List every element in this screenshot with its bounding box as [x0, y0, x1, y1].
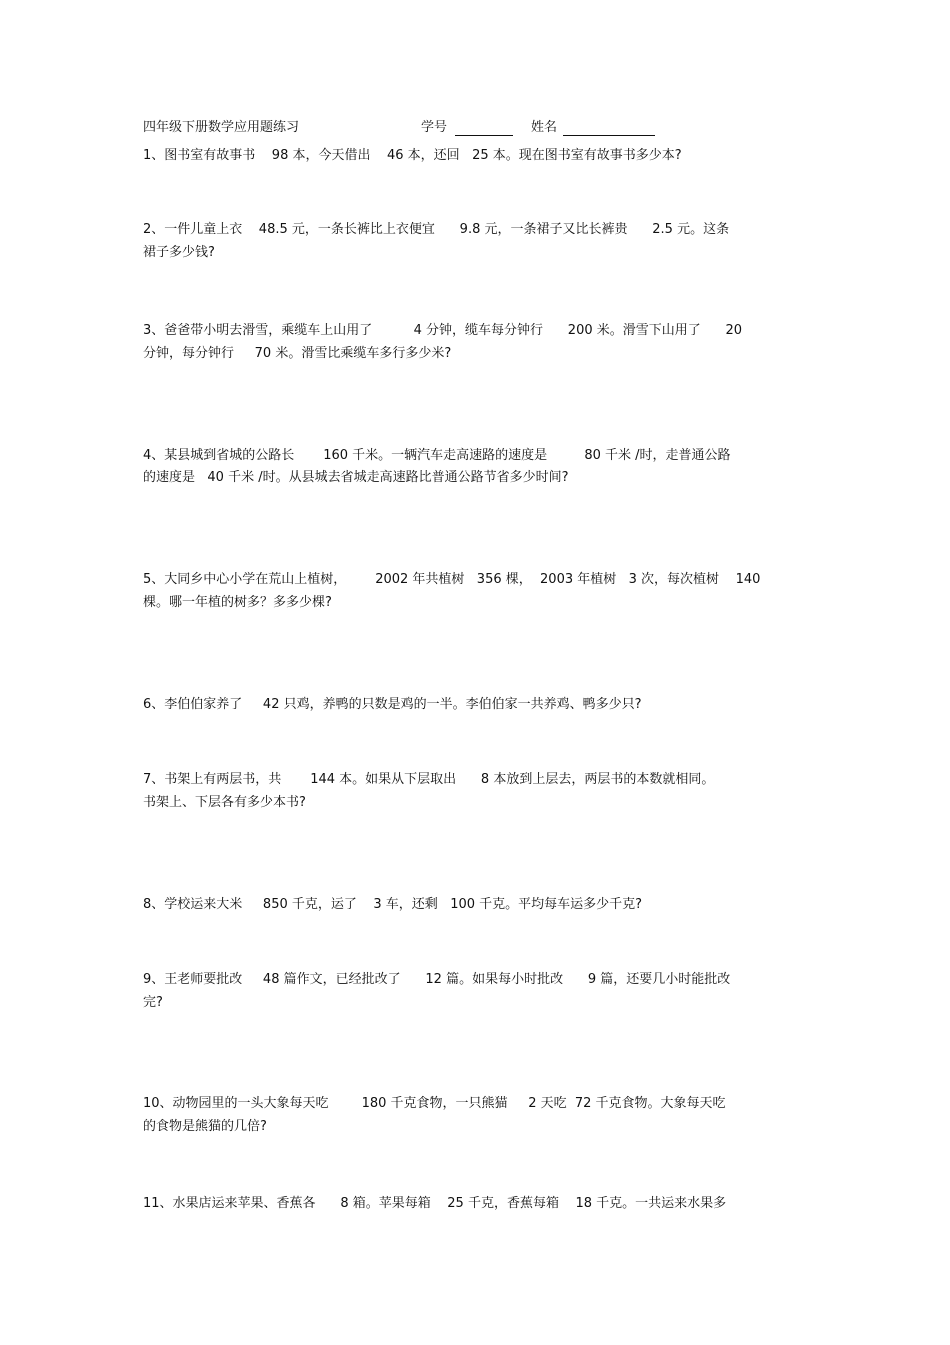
problem-5-line-2: 棵。哪一年植的树多？多多少棵?	[143, 595, 332, 610]
problem-4-line-1: 4、某县城到省城的公路长 160 千米。一辆汽车走高速路的速度是 80 千米 /时，走普通公路	[143, 448, 731, 463]
problem-4-line-2: 的速度是 40 千米 /时。从县城去省城走高速路比普通公路节省多少时间?	[143, 470, 569, 485]
problem-10-line-2: 的食物是熊猫的几倍?	[143, 1119, 267, 1134]
problem-2-line-2: 裙子多少钱?	[143, 245, 215, 260]
problem-2-line-1: 2、一件儿童上衣 48.5 元，一条长裤比上衣便宜 9.8 元，一条裙子又比长裤贵 2.5 元。这条	[143, 222, 730, 237]
problem-7-line-1: 7、书架上有两层书，共 144 本。如果从下层取出 8 本放到上层去，两层书的本数就相同。	[143, 772, 715, 787]
problem-9-line-2: 完?	[143, 995, 163, 1010]
problem-10-line-1: 10、动物园里的一头大象每天吃 180 千克食物，一只熊猫 2 天吃 72 千克食物。大象每天吃	[143, 1096, 726, 1111]
problem-3-line-1: 3、爸爸带小明去滑雪，乘缆车上山用了 4 分钟，缆车每分钟行 200 米。滑雪下山用了 20	[143, 323, 743, 338]
problem-3-line-2: 分钟，每分钟行 70 米。滑雪比乘缆车多行多少米?	[143, 346, 452, 361]
name-blank[interactable]	[563, 135, 655, 136]
problem-8-line-1: 8、学校运来大米 850 千克，运了 3 车，还剩 100 千克。平均每车运多少千克?	[143, 897, 643, 912]
problem-9-line-1: 9、王老师要批改 48 篇作文，已经批改了 12 篇。如果每小时批改 9 篇，还要几小时能批改	[143, 972, 731, 987]
problem-7-line-2: 书架上、下层各有多少本书?	[143, 795, 306, 810]
problem-5-line-1: 5、大同乡中心小学在荒山上植树， 2002 年共植树 356 棵， 2003 年植树 3 次，每次植树 140	[143, 572, 761, 587]
student-id-label: 学号	[421, 120, 448, 135]
student-id-blank[interactable]	[455, 135, 513, 136]
problem-1-line-1: 1、图书室有故事书 98 本，今天借出 46 本，还回 25 本。现在图书室有故事书多少本?	[143, 148, 682, 163]
worksheet-title: 四年级下册数学应用题练习	[143, 120, 300, 135]
problem-11-line-1: 11、水果店运来苹果、香蕉各 8 箱。苹果每箱 25 千克，香蕉每箱 18 千克。一共运来水果多	[143, 1196, 727, 1211]
problem-6-line-1: 6、李伯伯家养了 42 只鸡，养鸭的只数是鸡的一半。李伯伯家一共养鸡、鸭多少只?	[143, 697, 642, 712]
name-label: 姓名	[531, 120, 558, 135]
